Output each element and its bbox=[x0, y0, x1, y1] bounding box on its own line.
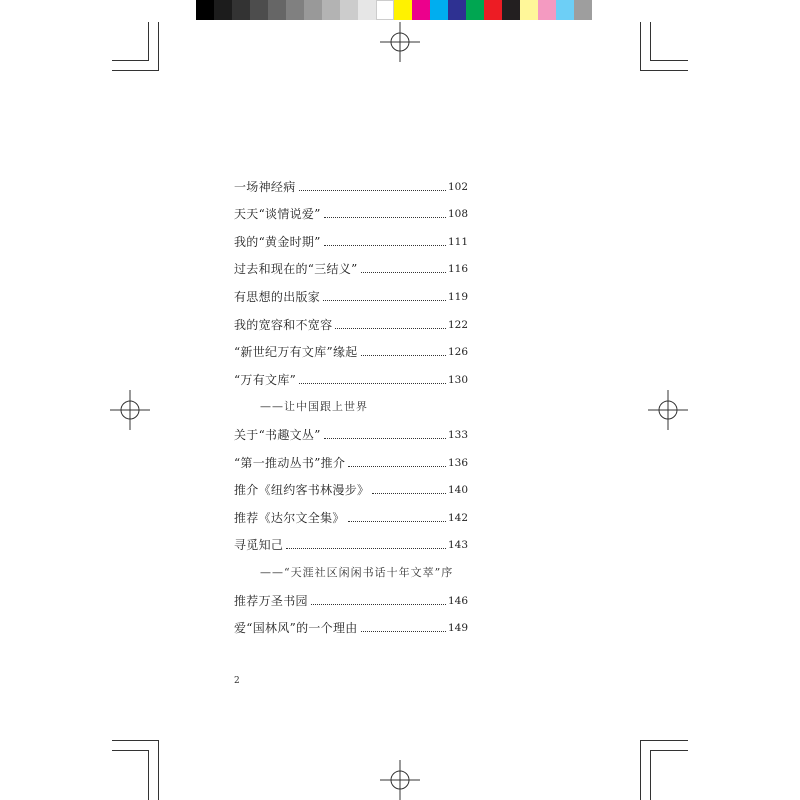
crop-mark bbox=[640, 22, 641, 70]
dot-leader bbox=[348, 465, 446, 467]
crop-mark bbox=[650, 22, 651, 60]
crop-mark bbox=[158, 22, 159, 70]
color-swatch bbox=[448, 0, 466, 20]
toc-title: 我的“黄金时期” bbox=[234, 234, 321, 249]
color-swatch bbox=[358, 0, 376, 20]
crop-mark bbox=[112, 740, 159, 741]
dot-leader bbox=[324, 437, 446, 439]
toc-page: 108 bbox=[447, 208, 468, 221]
toc-title: 推荐万圣书园 bbox=[234, 593, 308, 608]
toc-entry bbox=[234, 304, 468, 332]
crop-mark bbox=[148, 22, 149, 60]
toc-entry bbox=[234, 332, 468, 360]
toc-entry bbox=[234, 470, 468, 498]
color-swatch bbox=[520, 0, 538, 20]
toc-page: 122 bbox=[447, 318, 468, 331]
color-swatch bbox=[340, 0, 358, 20]
table-of-contents bbox=[234, 166, 468, 635]
color-swatch bbox=[484, 0, 502, 20]
toc-subtitle: ——让中国跟上世界 bbox=[260, 400, 368, 414]
toc-page: 142 bbox=[447, 511, 468, 524]
crop-mark bbox=[148, 750, 149, 800]
color-swatch bbox=[322, 0, 340, 20]
crop-mark bbox=[158, 740, 159, 800]
toc-title: 我的宽容和不宽容 bbox=[234, 317, 333, 332]
toc-title: 寻觅知己 bbox=[234, 538, 284, 553]
color-swatch bbox=[430, 0, 448, 20]
crop-mark bbox=[650, 60, 688, 61]
crop-mark bbox=[112, 70, 159, 71]
toc-title: 关于“书趣文丛” bbox=[234, 427, 321, 442]
color-swatch bbox=[268, 0, 286, 20]
toc-page: 119 bbox=[447, 290, 468, 303]
color-swatch bbox=[574, 0, 592, 20]
crop-mark bbox=[650, 750, 688, 751]
dot-leader bbox=[335, 327, 446, 329]
toc-page: 143 bbox=[447, 539, 468, 552]
dot-leader bbox=[299, 382, 446, 384]
toc-entry bbox=[234, 608, 468, 636]
color-swatch bbox=[196, 0, 214, 20]
crop-mark bbox=[112, 60, 149, 61]
toc-page: 133 bbox=[447, 428, 468, 441]
dot-leader bbox=[286, 547, 446, 549]
toc-title: 有思想的出版家 bbox=[234, 289, 321, 304]
toc-subtitle: ——“天涯社区闲闲书话十年文萃”序 bbox=[260, 565, 454, 579]
dot-leader bbox=[348, 520, 446, 522]
toc-entry bbox=[234, 359, 468, 387]
dot-leader bbox=[323, 299, 446, 301]
toc-entry bbox=[234, 414, 468, 442]
crop-mark bbox=[640, 70, 688, 71]
toc-entry bbox=[234, 525, 468, 553]
dot-leader bbox=[311, 603, 446, 605]
color-swatch bbox=[304, 0, 322, 20]
toc-title: 过去和现在的“三结义” bbox=[234, 262, 358, 277]
crop-mark bbox=[112, 750, 149, 751]
dot-leader bbox=[361, 630, 446, 632]
toc-title: 一场神经病 bbox=[234, 179, 296, 194]
registration-mark bbox=[380, 760, 420, 800]
dot-leader bbox=[361, 354, 446, 356]
color-calibration-bar bbox=[196, 0, 592, 20]
color-swatch bbox=[250, 0, 268, 20]
dot-leader bbox=[372, 492, 446, 494]
toc-entry bbox=[234, 194, 468, 222]
dot-leader bbox=[299, 189, 446, 191]
toc-page: 136 bbox=[447, 456, 468, 469]
toc-page: 130 bbox=[447, 373, 468, 386]
toc-entry bbox=[234, 497, 468, 525]
toc-page: 140 bbox=[447, 484, 468, 497]
color-swatch bbox=[538, 0, 556, 20]
toc-entry bbox=[234, 276, 468, 304]
color-swatch bbox=[394, 0, 412, 20]
toc-page: 102 bbox=[447, 180, 468, 193]
crop-mark bbox=[640, 740, 688, 741]
toc-entry bbox=[234, 580, 468, 608]
toc-title: “新世纪万有文库”缘起 bbox=[234, 345, 358, 360]
toc-title: 推荐《达尔文全集》 bbox=[234, 510, 345, 525]
color-swatch bbox=[466, 0, 484, 20]
toc-entry bbox=[234, 442, 468, 470]
toc-title: “万有文库” bbox=[234, 372, 297, 387]
registration-mark bbox=[380, 22, 420, 62]
toc-page: 146 bbox=[447, 594, 468, 607]
crop-mark bbox=[650, 750, 651, 800]
color-swatch bbox=[232, 0, 250, 20]
color-swatch bbox=[556, 0, 574, 20]
registration-mark bbox=[110, 390, 150, 430]
color-swatch bbox=[412, 0, 430, 20]
toc-entry bbox=[234, 249, 468, 277]
color-swatch bbox=[376, 0, 394, 20]
dot-leader bbox=[324, 244, 446, 246]
color-swatch bbox=[286, 0, 304, 20]
toc-title: 推介《纽约客书林漫步》 bbox=[234, 483, 370, 498]
toc-page: 116 bbox=[447, 263, 468, 276]
toc-page: 111 bbox=[447, 235, 468, 248]
color-swatch bbox=[214, 0, 232, 20]
color-swatch bbox=[502, 0, 520, 20]
toc-page: 126 bbox=[447, 346, 468, 359]
toc-title: “第一推动丛书”推介 bbox=[234, 455, 346, 470]
toc-title: 天天“谈情说爱” bbox=[234, 207, 321, 222]
toc-entry bbox=[234, 166, 468, 194]
page-number: 2 bbox=[234, 676, 240, 686]
crop-mark bbox=[640, 740, 641, 800]
dot-leader bbox=[324, 216, 446, 218]
registration-mark bbox=[648, 390, 688, 430]
dot-leader bbox=[361, 271, 446, 273]
toc-title: 爱“国林风”的一个理由 bbox=[234, 621, 358, 636]
toc-page: 149 bbox=[447, 622, 468, 635]
toc-entry bbox=[234, 221, 468, 249]
